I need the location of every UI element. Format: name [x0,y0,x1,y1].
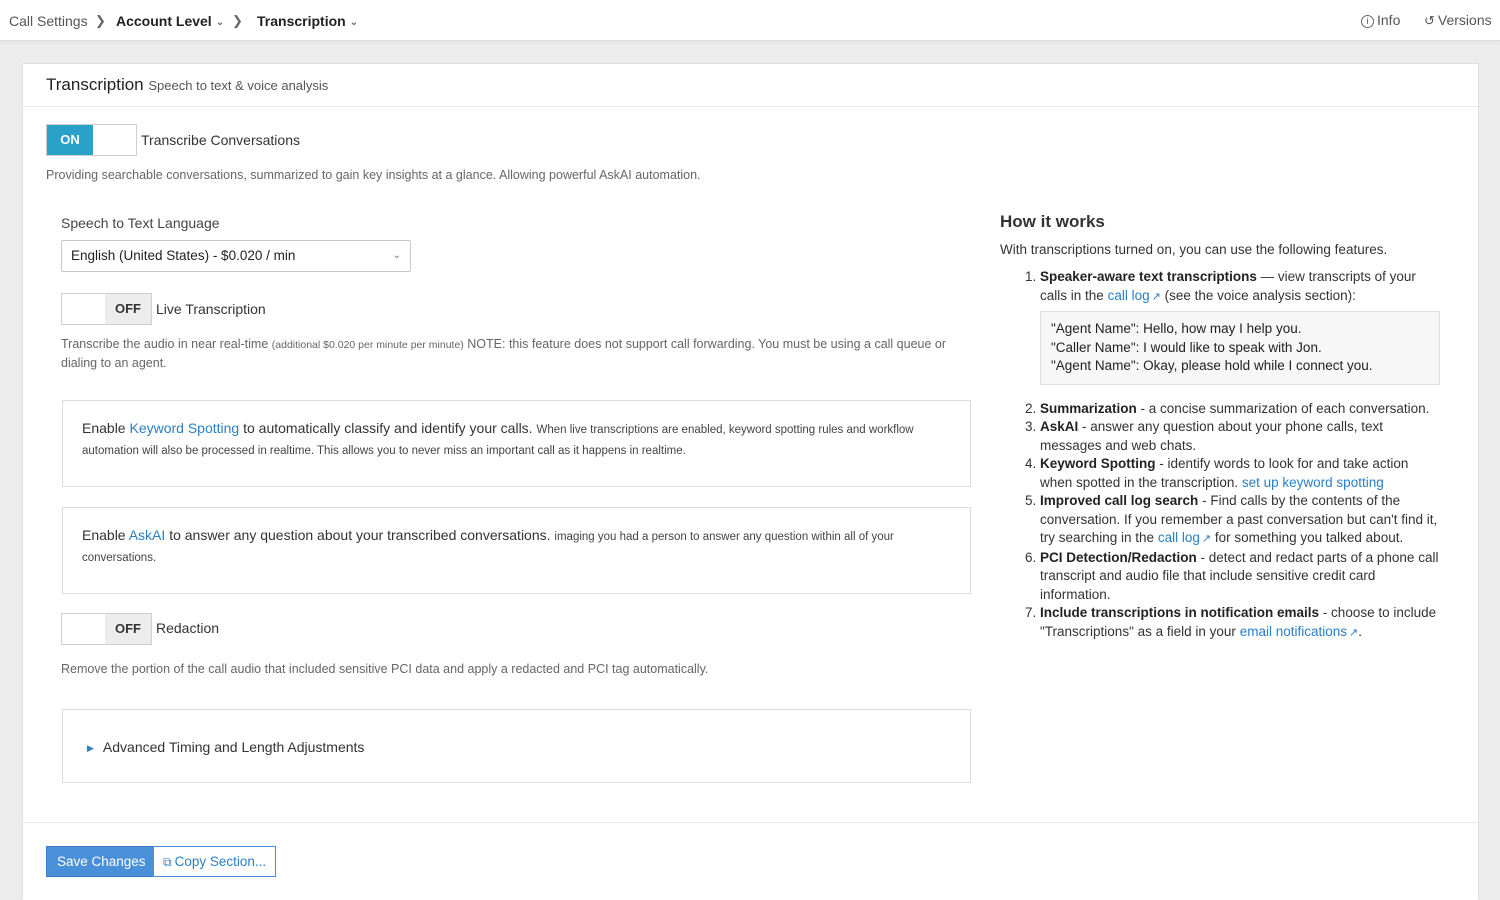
language-label: Speech to Text Language [61,215,220,231]
item-text: - Find calls by the contents of the conversation. If you remember a past conversation but can't find it, try searching in the [1040,493,1438,545]
keyword-spotting-link[interactable]: Keyword Spotting [129,420,240,436]
item-title: Improved call log search [1040,493,1199,508]
item-text: - a concise summarization of each conversation. [1140,400,1430,416]
breadcrumb-account-level-label: Account Level [116,13,212,29]
toggle-off-state: OFF [105,294,151,324]
redaction-toggle[interactable] [61,613,152,645]
item-text: - identify words to look for and take action when spotted in the transcription. [1040,456,1409,490]
info-button[interactable] [1361,12,1400,28]
panel-header [23,64,1478,107]
list-item [1040,268,1440,385]
breadcrumb-account-level[interactable] [116,13,224,29]
breadcrumb-chevron-right-icon: ❯ [95,13,106,28]
transcript-line: "Caller Name": I would like to speak with Jon. [1051,339,1322,355]
call-log-link[interactable] [1108,288,1161,303]
breadcrumb-call-settings[interactable]: Call Settings [9,13,88,29]
email-notifications-link-label: email notifications [1239,623,1347,639]
item-text: - detect and redact parts of a phone call transcript and audio file that include sensitive credit card information. [1040,549,1439,602]
list-item [1040,418,1440,455]
askai-prefix: Enable [82,527,126,543]
versions-label: Versions [1437,12,1492,28]
live-transcription-toggle[interactable] [61,293,152,325]
item-text: - answer any question about your phone calls, text messages and web chats. [1040,419,1383,453]
list-item [1040,455,1440,492]
save-changes-button[interactable]: Save Changes [46,846,157,877]
breadcrumb-transcription-label: Transcription [257,13,346,29]
panel-title [46,75,328,95]
panel-subtitle: Speech to text & voice analysis [148,78,329,93]
live-transcription-description [61,335,971,372]
redaction-description: Remove the portion of the call audio that included sensitive PCI data and apply a redacted and PCI tag automatically. [61,662,709,676]
item-title: Include transcriptions in notification emails [1040,605,1320,620]
language-selected-value: English (United States) - $0.020 / min [71,248,296,263]
list-item [1040,549,1440,605]
item-title: Speaker-aware text transcriptions [1040,269,1257,284]
transcript-line: "Agent Name": Hello, how may I help you. [1051,321,1302,336]
keyword-prefix: Enable [82,420,126,436]
live-desc-note: NOTE: this feature does not support call forwarding. You must be using a call queue or dialing to an agent. [61,337,947,370]
how-it-works-title: How it works [1000,212,1105,231]
transcribe-conversations-label: Transcribe Conversations [141,132,300,148]
breadcrumb-transcription[interactable] [257,13,358,29]
advanced-section[interactable] [62,709,971,783]
copy-section-button[interactable] [153,846,276,877]
askai-box [62,507,971,594]
panel-footer [23,822,1478,900]
askai-main: to answer any question about your transcribed conversations. [169,527,551,543]
keyword-spotting-box [62,400,971,487]
live-desc-main: Transcribe the audio in near real-time [61,337,269,351]
language-select[interactable] [61,240,411,272]
item-title: AskAI [1040,419,1079,434]
askai-small: imaging you had a person to answer any question within all of your conversations. [82,531,894,564]
call-log-link[interactable] [1158,530,1211,545]
transcribe-description: Providing searchable conversations, summarized to gain key insights at a glance. Allowing powerful AskAI automation. [46,168,701,182]
item-text-after: for something you talked about. [1214,530,1404,545]
transcript-example [1040,311,1440,385]
item-title: PCI Detection/Redaction [1040,549,1197,565]
keyword-main: to automatically classify and identify your calls. [243,420,533,436]
item-text: — view transcripts of your calls in the [1040,269,1416,303]
info-label: Info [1377,12,1401,28]
caret-right-icon: ▶ [87,743,94,753]
live-desc-small: (additional $0.020 per minute per minute) [271,339,464,351]
redaction-label: Redaction [156,620,220,636]
how-it-works-intro: With transcriptions turned on, you can use the following features. [1000,242,1388,257]
external-link-icon: ↗ [1151,290,1161,303]
item-title: Summarization [1040,400,1137,416]
call-log-link-label: call log [1157,530,1200,545]
transcription-panel [22,63,1479,899]
copy-section-label: Copy Section... [174,854,267,869]
chevron-down-icon: ⌄ [349,17,359,28]
call-log-link-label: call log [1107,287,1150,303]
transcribe-conversations-toggle[interactable] [46,124,137,156]
keyword-small: When live transcriptions are enabled, keyword spotting rules and workflow automation will also be processed in realtime. This allows you to never miss an important call as it happens in realtime. [82,424,914,457]
item-text-after: (see the voice analysis section): [1164,287,1356,303]
panel-title-text: Transcription [46,75,144,94]
set-up-keyword-spotting-link[interactable]: set up keyword spotting [1241,474,1384,490]
toggle-off-state: OFF [105,614,151,644]
item-title: Keyword Spotting [1040,456,1156,471]
feature-list [1000,268,1440,642]
chevron-down-icon: ⌄ [215,17,225,28]
versions-button[interactable] [1424,12,1492,29]
list-item [1040,492,1440,549]
toggle-on-state: ON [47,125,93,155]
history-icon: ↺ [1424,13,1435,28]
item-text: - choose to include "Transcriptions" as a field in your [1040,605,1437,639]
top-bar [0,0,1500,41]
chevron-down-icon: ⌄ [392,250,401,261]
copy-icon: ⧉ [163,855,172,869]
external-link-icon: ↗ [1349,626,1359,639]
askai-link[interactable]: AskAI [128,527,166,543]
breadcrumb-chevron-right-icon: ❯ [232,13,243,28]
live-transcription-label: Live Transcription [156,301,266,317]
transcript-line: "Agent Name": Okay, please hold while I connect you. [1051,358,1373,373]
info-icon: i [1361,15,1374,28]
item-text-after: . [1358,623,1362,639]
external-link-icon: ↗ [1201,533,1212,545]
list-item [1040,604,1440,642]
advanced-label: Advanced Timing and Length Adjustments [102,739,365,755]
email-notifications-link[interactable] [1240,624,1359,639]
list-item [1040,400,1440,419]
